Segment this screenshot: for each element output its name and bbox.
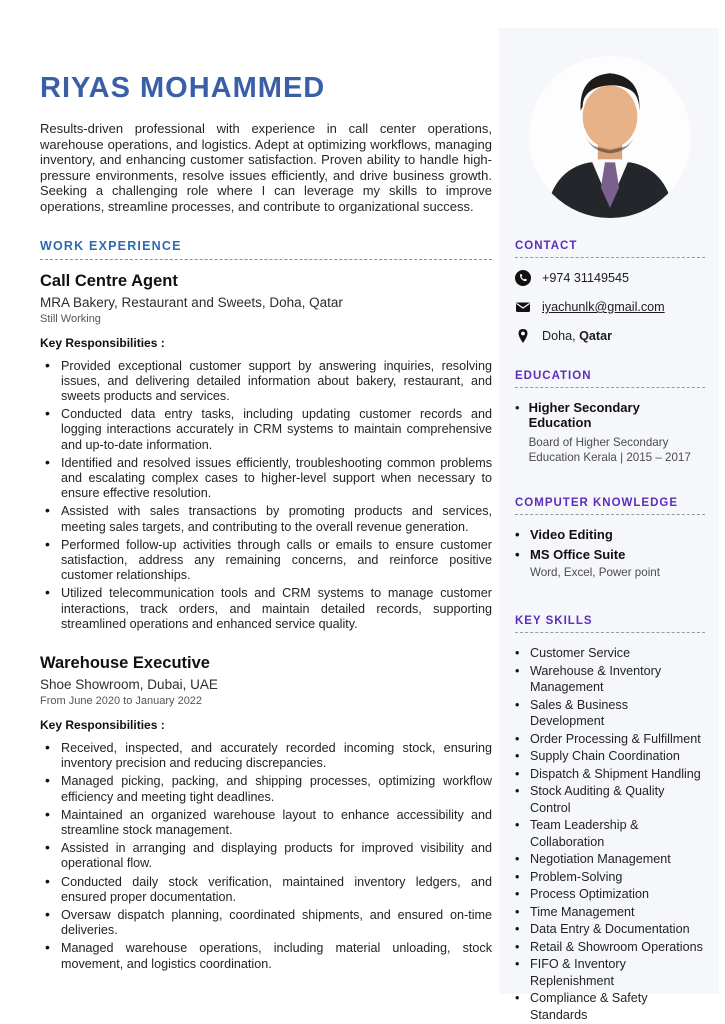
education-institution: Board of Higher Secondary Education Kerala | 2015 – 2017 xyxy=(528,436,691,464)
responsibility-item: • Performed follow-up activities through calls or emails to ensure customer satisfaction, address any remaining concerns, and reinforce positive customer relationships. xyxy=(40,538,492,584)
responsibility-item: • Maintained an organized warehouse layout to enhance accessibility and streamline stock management. xyxy=(40,808,492,838)
page-title: RIYAS MOHAMMED xyxy=(40,72,326,104)
avatar xyxy=(529,56,691,218)
work-experience-heading: WORK EXPERIENCE xyxy=(40,238,182,253)
key-skill-item: • FIFO & Inventory Replenishment xyxy=(515,956,705,989)
responsibility-item: • Assisted in arranging and displaying products for improved visibility and operational flow. xyxy=(40,841,492,871)
profile-photo xyxy=(529,56,691,218)
job-company: Shoe Showroom, Dubai, UAE xyxy=(40,677,218,693)
bullet-dot: • xyxy=(515,400,520,415)
key-skill-item: • Supply Chain Coordination xyxy=(515,748,705,765)
job-call-centre-agent xyxy=(40,272,492,632)
location-pin-icon xyxy=(515,328,531,344)
responsibility-item: • Provided exceptional customer support by answering inquiries, resolving issues, and delivering detailed information about bakery, restaurant, and sweets products and services. xyxy=(40,359,492,405)
job-title: Call Centre Agent xyxy=(40,271,178,290)
section-divider xyxy=(515,387,705,388)
responsibility-item: • Identified and resolved issues efficiently, troubleshooting common problems and escalating complex cases to higher-level support when necessary to ensure effective resolution. xyxy=(40,456,492,502)
key-skill-item: • Stock Auditing & Quality Control xyxy=(515,783,705,816)
key-skill-item: • Problem-Solving xyxy=(515,869,705,886)
education-item xyxy=(515,400,705,465)
key-skill-item: • Order Processing & Fulfillment xyxy=(515,731,705,748)
responsibility-item: • Oversaw dispatch planning, coordinated shipments, and ensured on-time deliveries. xyxy=(40,908,492,938)
contact-location-row xyxy=(515,328,705,344)
phone-icon xyxy=(515,270,531,286)
computer-knowledge-list xyxy=(515,527,705,563)
job-period: From June 2020 to January 2022 xyxy=(40,695,203,708)
contact-email-row xyxy=(515,299,705,315)
computer-knowledge-section xyxy=(515,497,705,579)
computer-knowledge-heading: COMPUTER KNOWLEDGE xyxy=(515,497,679,509)
responsibility-list xyxy=(40,359,492,632)
key-skill-item: • Sales & Business Development xyxy=(515,697,705,730)
resume-main-column xyxy=(40,72,492,994)
computer-knowledge-item: • Video Editing xyxy=(515,527,705,544)
key-skill-item: • Retail & Showroom Operations xyxy=(515,939,705,956)
responsibilities-label: Key Responsibilities : xyxy=(40,718,165,733)
location-text: Doha, Qatar xyxy=(542,329,613,343)
education-degree: Higher Secondary Education xyxy=(528,400,640,430)
job-warehouse-executive xyxy=(40,654,492,972)
key-skill-item: • Warehouse & Inventory Management xyxy=(515,663,705,696)
email-icon xyxy=(515,299,531,315)
responsibility-item: • Received, inspected, and accurately recorded incoming stock, ensuring inventory precision and reducing discrepancies. xyxy=(40,741,492,771)
responsibility-item: • Conducted data entry tasks, including updating customer records and logging interactions accurately in CRM systems to maintain comprehensive and up-to-date information. xyxy=(40,407,492,453)
education-section xyxy=(515,370,705,465)
job-title: Warehouse Executive xyxy=(40,654,210,673)
responsibility-item: • Conducted daily stock verification, maintained inventory ledgers, and ensured proper documentation. xyxy=(40,875,492,905)
key-skill-item: • Time Management xyxy=(515,904,705,921)
key-skill-item: • Customer Service xyxy=(515,645,705,662)
key-skill-item: • Negotiation Management xyxy=(515,851,705,868)
responsibility-item: • Managed picking, packing, and shipping processes, optimizing workflow efficiency and meeting tight deadlines. xyxy=(40,774,492,804)
section-divider xyxy=(515,514,705,515)
key-skills-section xyxy=(515,615,705,1023)
contact-heading: CONTACT xyxy=(515,240,578,252)
computer-knowledge-item: • MS Office Suite xyxy=(515,547,705,564)
key-skill-item: • Dispatch & Shipment Handling xyxy=(515,766,705,783)
key-skills-list xyxy=(515,645,705,1023)
key-skill-item: • Process Optimization xyxy=(515,886,705,903)
responsibility-item: • Assisted with sales transactions by promoting products and services, meeting sales targets, and contributing to the overall revenue generation. xyxy=(40,504,492,534)
job-period: Still Working xyxy=(40,312,101,325)
responsibility-list xyxy=(40,741,492,972)
key-skills-heading: KEY SKILLS xyxy=(515,615,593,627)
contact-phone-row xyxy=(515,270,705,286)
email-link[interactable]: iyachunlk@gmail.com xyxy=(542,300,665,314)
education-heading: EDUCATION xyxy=(515,370,592,382)
responsibility-item: • Managed warehouse operations, including material unloading, stock movement, and logistics coordination. xyxy=(40,941,492,971)
section-divider xyxy=(40,259,492,260)
phone-number: +974 31149545 xyxy=(542,271,629,285)
job-company: MRA Bakery, Restaurant and Sweets, Doha, Qatar xyxy=(40,294,343,310)
resume-sidebar xyxy=(499,28,719,1022)
responsibilities-label: Key Responsibilities : xyxy=(40,335,165,350)
section-divider xyxy=(515,632,705,633)
key-skill-item: • Data Entry & Documentation xyxy=(515,921,705,938)
computer-knowledge-note: Word, Excel, Power point xyxy=(530,566,660,579)
key-skill-item: • Compliance & Safety Standards xyxy=(515,990,705,1023)
profile-summary: Results-driven professional with experience in call center operations, warehouse operations, and logistics. Adept at optimizing workflows, managing inventory, and enhancing customer satisfaction. Proven ability to handle high-pressure environments, resolve issues efficiently, and drive business growth. Seeking a challenging role where I can leverage my skills to improve operations, streamline processes, and contribute to organizational success. xyxy=(40,121,492,214)
key-skill-item: • Team Leadership & Collaboration xyxy=(515,817,705,850)
responsibility-item: • Utilized telecommunication tools and CRM systems to manage customer interactions, track orders, and maintain detailed records, supporting streamlined operations and enhanced service quality. xyxy=(40,586,492,632)
section-divider xyxy=(515,257,705,258)
